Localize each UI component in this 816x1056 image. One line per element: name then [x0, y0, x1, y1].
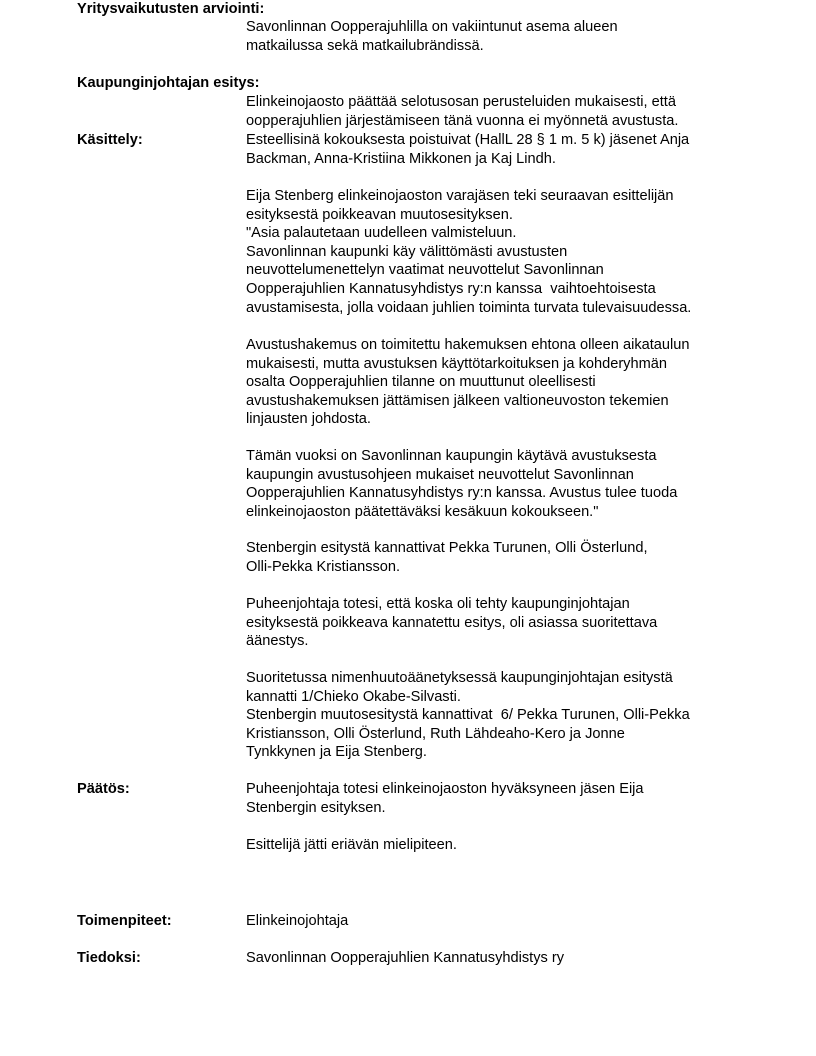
text-line: mukaisesti, mutta avustuksen käyttötarkoituksen ja kohderyhmän	[246, 355, 667, 372]
kasittely-paragraph-4	[246, 447, 766, 521]
text-line: äänestys.	[246, 633, 309, 650]
section-label-esitys: Kaupunginjohtajan esitys:	[77, 75, 260, 91]
text-line: Puheenjohtaja totesi elinkeinojaoston hyväksyneen jäsen Eija	[246, 781, 644, 797]
yritysvaikutukset-text	[246, 18, 766, 55]
text-line: Savonlinnan kaupunki käy välittömästi avustusten	[246, 243, 568, 260]
paatos-paragraph-1	[246, 780, 766, 817]
text-line: Stenbergin esityksen.	[246, 799, 386, 816]
text-line: Puheenjohtaja totesi, että koska oli tehty kaupunginjohtajan	[246, 596, 630, 612]
kasittely-paragraph-3	[246, 336, 766, 429]
text-line: Esteellisinä kokouksesta poistuivat (HallL 28 § 1 m. 5 k) jäsenet Anja	[246, 132, 690, 148]
section-label-kasittely: Käsittely:	[77, 132, 143, 148]
text-line: Tynkkynen ja Eija Stenberg.	[246, 744, 427, 761]
text-line: kannatti 1/Chieko Okabe-Silvasti.	[246, 688, 461, 705]
text-line: Elinkeinojaosto päättää selotusosan perusteluiden mukaisesti, että	[246, 94, 676, 110]
esitys-text	[246, 93, 766, 130]
text-line: Avustushakemus on toimitettu hakemuksen ehtona olleen aikataulun	[246, 337, 690, 353]
section-label-paatos: Päätös:	[77, 781, 130, 797]
text-line: Suoritetussa nimenhuutoäänetyksessä kaupunginjohtajan esitystä	[246, 670, 673, 686]
text-line: neuvottelumenettelyn vaatimat neuvottelut Savonlinnan	[246, 262, 604, 279]
kasittely-paragraph-5	[246, 539, 766, 576]
text-line: avustushakemuksen jättämisen jälkeen valtioneuvoston tekemien	[246, 392, 669, 409]
text-line: linjausten johdosta.	[246, 411, 371, 428]
paatos-paragraph-2	[246, 836, 766, 855]
text-line: Tämän vuoksi on Savonlinnan kaupungin käytävä avustuksesta	[246, 448, 657, 464]
text-line: esityksestä poikkeavan muutosesityksen.	[246, 206, 513, 223]
kasittely-paragraph-1	[246, 131, 766, 168]
toimenpiteet-text: Elinkeinojohtaja	[246, 913, 349, 929]
text-line: Oopperajuhlien Kannatusyhdistys ry:n kanssa. Avustus tulee tuoda	[246, 485, 678, 502]
text-line: Savonlinnan Oopperajuhlilla on vakiintunut asema alueen	[246, 19, 618, 35]
text-line: "Asia palautetaan uudelleen valmisteluun.	[246, 225, 517, 242]
section-label-tiedoksi: Tiedoksi:	[77, 950, 141, 966]
section-label-toimenpiteet: Toimenpiteet:	[77, 913, 172, 929]
text-line: Kristiansson, Olli Österlund, Ruth Lähdeaho-Kero ja Jonne	[246, 725, 625, 742]
text-line: kaupungin avustusohjeen mukaiset neuvottelut Savonlinnan	[246, 466, 634, 483]
text-line: Esittelijä jätti eriävän mielipiteen.	[246, 837, 457, 853]
text-line: Stenbergin esitystä kannattivat Pekka Turunen, Olli Österlund,	[246, 540, 648, 556]
text-line: oopperajuhlien järjestämiseen tänä vuonna ei myönnetä avustusta.	[246, 112, 679, 129]
text-line: matkailussa sekä matkailubrändissä.	[246, 37, 484, 54]
text-line: elinkeinojaoston päätettäväksi kesäkuun kokoukseen."	[246, 503, 599, 520]
text-line: Stenbergin muutosesitystä kannattivat 6/ Pekka Turunen, Olli-Pekka	[246, 707, 690, 724]
text-line: Eija Stenberg elinkeinojaoston varajäsen teki seuraavan esittelijän	[246, 188, 674, 204]
kasittely-paragraph-6	[246, 595, 766, 651]
section-label-yritysvaikutukset: Yritysvaikutusten arviointi:	[77, 1, 265, 17]
text-line: esityksestä poikkeava kannatettu esitys, oli asiassa suoritettava	[246, 614, 658, 631]
kasittely-paragraph-2	[246, 187, 766, 317]
text-line: osalta Oopperajuhlien tilanne on muuttunut oleellisesti	[246, 374, 596, 391]
tiedoksi-text: Savonlinnan Oopperajuhlien Kannatusyhdistys ry	[246, 950, 565, 966]
text-line: avustamisesta, jolla voidaan juhlien toiminta turvata tulevaisuudessa.	[246, 299, 692, 316]
text-line: Oopperajuhlien Kannatusyhdistys ry:n kanssa vaihtoehtoisesta	[246, 280, 656, 297]
text-line: Backman, Anna-Kristiina Mikkonen ja Kaj Lindh.	[246, 150, 556, 167]
kasittely-paragraph-7	[246, 669, 766, 762]
text-line: Olli-Pekka Kristiansson.	[246, 558, 401, 575]
